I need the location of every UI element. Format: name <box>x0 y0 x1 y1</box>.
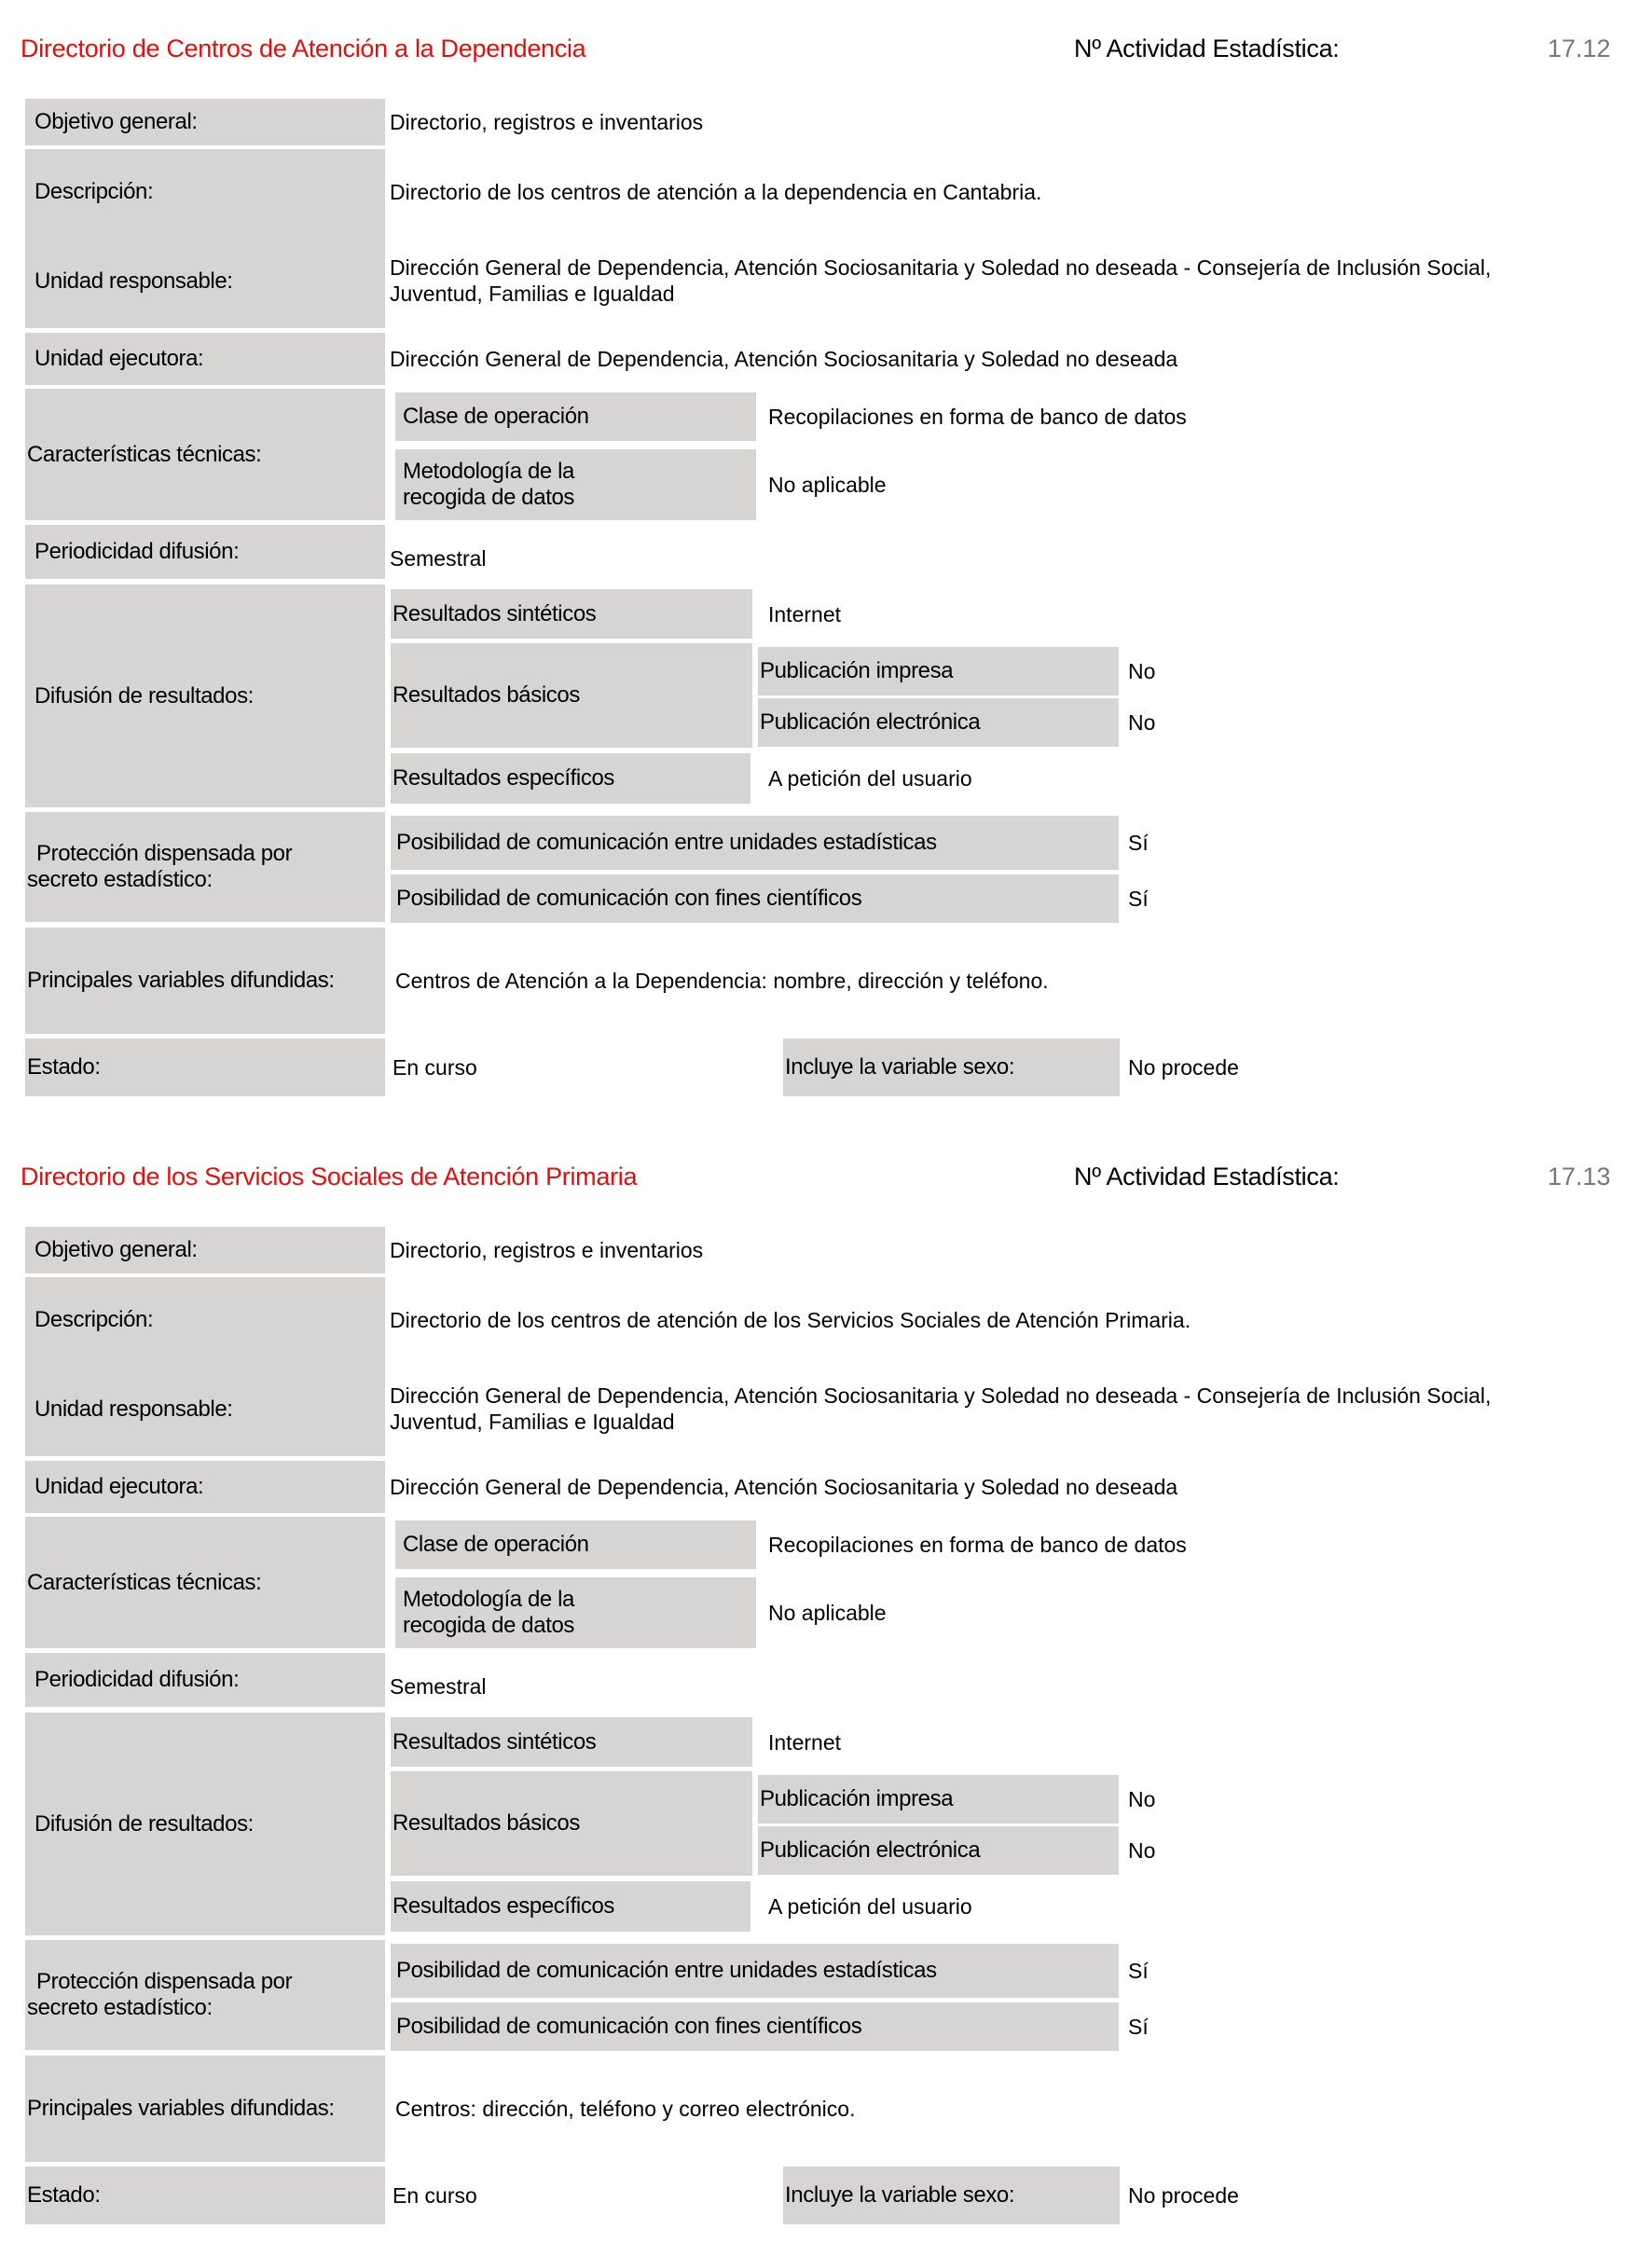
value-unidad-responsable <box>390 252 1630 310</box>
label-unidad-ejecutora: Unidad ejecutora: <box>25 1461 385 1513</box>
label-metodologia-line-1: Metodología de la <box>403 1587 575 1612</box>
label-proteccion-secreto-line-2: secreto estadístico: <box>27 867 213 892</box>
label-comunicacion-unidades: Posibilidad de comunicación entre unidades estadísticas <box>391 816 1119 870</box>
label-periodicidad-difusion: Periodicidad difusión: <box>25 525 385 579</box>
value-incluye-variable-sexo: No procede <box>1128 1055 1239 1080</box>
label-publicacion-electronica: Publicación electrónica <box>758 698 1119 747</box>
label-resultados-basicos: Resultados básicos <box>391 1771 752 1876</box>
label-resultados-especificos: Resultados específicos <box>391 1881 750 1932</box>
label-publicacion-impresa: Publicación impresa <box>758 1775 1119 1823</box>
activity-number: 17.13 <box>1548 1162 1611 1190</box>
label-resultados-especificos: Resultados específicos <box>391 753 750 804</box>
value-principales-variables: Centros: dirección, teléfono y correo electrónico. <box>395 2097 856 2121</box>
label-unidad-ejecutora: Unidad ejecutora: <box>25 333 385 385</box>
value-descripcion: Directorio de los centros de atención de los Servicios Sociales de Atención Primaria. <box>390 1308 1191 1332</box>
label-comunicacion-cientificos: Posibilidad de comunicación con fines científicos <box>391 874 1119 923</box>
value-descripcion: Directorio de los centros de atención a la dependencia en Cantabria. <box>390 180 1042 204</box>
value-publicacion-impresa: No <box>1128 1787 1156 1811</box>
value-metodologia: No aplicable <box>768 1601 887 1625</box>
label-difusion-resultados: Difusión de resultados: <box>25 585 385 807</box>
value-resultados-sinteticos: Internet <box>768 1729 841 1755</box>
activity-number: 17.12 <box>1548 34 1611 62</box>
label-incluye-variable-sexo: Incluye la variable sexo: <box>783 2167 1120 2224</box>
value-periodicidad-difusion: Semestral <box>390 1674 487 1699</box>
label-objetivo-general: Objetivo general: <box>25 1227 385 1273</box>
value-publicacion-electronica: No <box>1128 1838 1156 1863</box>
label-proteccion-secreto <box>25 812 385 922</box>
value-objetivo-general: Directorio, registros e inventarios <box>390 110 704 134</box>
value-publicacion-electronica: No <box>1128 710 1156 735</box>
value-publicacion-impresa: No <box>1128 659 1156 683</box>
label-incluye-variable-sexo: Incluye la variable sexo: <box>783 1039 1120 1096</box>
value-resultados-especificos: A petición del usuario <box>768 766 972 791</box>
label-metodologia-line-1: Metodología de la <box>403 459 575 484</box>
value-principales-variables: Centros de Atención a la Dependencia: nombre, dirección y teléfono. <box>395 969 1049 993</box>
label-publicacion-impresa: Publicación impresa <box>758 647 1119 695</box>
value-estado: En curso <box>392 1055 477 1080</box>
label-proteccion-secreto-line-2: secreto estadístico: <box>27 1995 213 2020</box>
value-comunicacion-cientificos: Sí <box>1128 2015 1149 2039</box>
label-estado: Estado: <box>25 2167 385 2224</box>
value-clase-operacion: Recopilaciones en forma de banco de datos <box>768 1533 1187 1557</box>
label-unidad-responsable: Unidad responsable: <box>25 1363 385 1456</box>
label-estado: Estado: <box>25 1039 385 1096</box>
label-resultados-basicos: Resultados básicos <box>391 643 752 748</box>
value-periodicidad-difusion: Semestral <box>390 546 487 571</box>
label-resultados-sinteticos: Resultados sintéticos <box>391 589 752 639</box>
value-unidad-ejecutora: Dirección General de Dependencia, Atención Sociosanitaria y Soledad no deseada <box>390 347 1178 371</box>
section-title: Directorio de Centros de Atención a la Dependencia <box>21 34 586 62</box>
label-periodicidad-difusion: Periodicidad difusión: <box>25 1653 385 1707</box>
label-comunicacion-unidades: Posibilidad de comunicación entre unidades estadísticas <box>391 1944 1119 1998</box>
value-comunicacion-unidades: Sí <box>1128 831 1149 855</box>
label-metodologia-line-2: recogida de datos <box>403 485 575 510</box>
value-resultados-sinteticos: Internet <box>768 601 841 626</box>
value-estado: En curso <box>392 2183 477 2208</box>
label-principales-variables: Principales variables difundidas: <box>25 2056 385 2162</box>
label-resultados-sinteticos: Resultados sintéticos <box>391 1717 752 1767</box>
label-clase-operacion: Clase de operación <box>395 392 756 441</box>
label-unidad-responsable: Unidad responsable: <box>25 235 385 328</box>
activity-label: Nº Actividad Estadística: <box>1074 34 1340 62</box>
value-resultados-especificos: A petición del usuario <box>768 1894 972 1919</box>
label-descripcion: Descripción: <box>25 149 385 235</box>
label-comunicacion-cientificos: Posibilidad de comunicación con fines científicos <box>391 2002 1119 2051</box>
value-unidad-responsable-line-2: Juventud, Familias e Igualdad <box>390 1410 675 1434</box>
label-caracteristicas-tecnicas: Características técnicas: <box>25 1517 385 1648</box>
value-objetivo-general: Directorio, registros e inventarios <box>390 1238 704 1262</box>
label-metodologia <box>395 1577 756 1648</box>
label-publicacion-electronica: Publicación electrónica <box>758 1826 1119 1875</box>
section-title: Directorio de los Servicios Sociales de Atención Primaria <box>21 1162 638 1190</box>
value-unidad-responsable <box>390 1380 1630 1438</box>
value-unidad-responsable-line-1: Dirección General de Dependencia, Atención Sociosanitaria y Soledad no deseada - Consejería de Inclusión Social, <box>390 255 1492 280</box>
value-clase-operacion: Recopilaciones en forma de banco de datos <box>768 405 1187 429</box>
label-caracteristicas-tecnicas: Características técnicas: <box>25 389 385 520</box>
label-proteccion-secreto-line-1: Protección dispensada por <box>36 1969 293 1994</box>
label-descripcion: Descripción: <box>25 1277 385 1363</box>
label-objetivo-general: Objetivo general: <box>25 99 385 145</box>
activity-label: Nº Actividad Estadística: <box>1074 1162 1340 1190</box>
label-proteccion-secreto-line-1: Protección dispensada por <box>36 841 293 866</box>
label-clase-operacion: Clase de operación <box>395 1521 756 1569</box>
value-unidad-responsable-line-1: Dirección General de Dependencia, Atención Sociosanitaria y Soledad no deseada - Consejería de Inclusión Social, <box>390 1383 1492 1408</box>
value-comunicacion-unidades: Sí <box>1128 1959 1149 1983</box>
label-difusion-resultados: Difusión de resultados: <box>25 1713 385 1935</box>
value-comunicacion-cientificos: Sí <box>1128 887 1149 911</box>
value-metodologia: No aplicable <box>768 473 887 497</box>
label-principales-variables: Principales variables difundidas: <box>25 928 385 1034</box>
label-metodologia <box>395 449 756 520</box>
value-incluye-variable-sexo: No procede <box>1128 2183 1239 2208</box>
value-unidad-ejecutora: Dirección General de Dependencia, Atención Sociosanitaria y Soledad no deseada <box>390 1475 1178 1499</box>
value-unidad-responsable-line-2: Juventud, Familias e Igualdad <box>390 282 675 306</box>
label-proteccion-secreto <box>25 1940 385 2050</box>
label-metodologia-line-2: recogida de datos <box>403 1613 575 1638</box>
